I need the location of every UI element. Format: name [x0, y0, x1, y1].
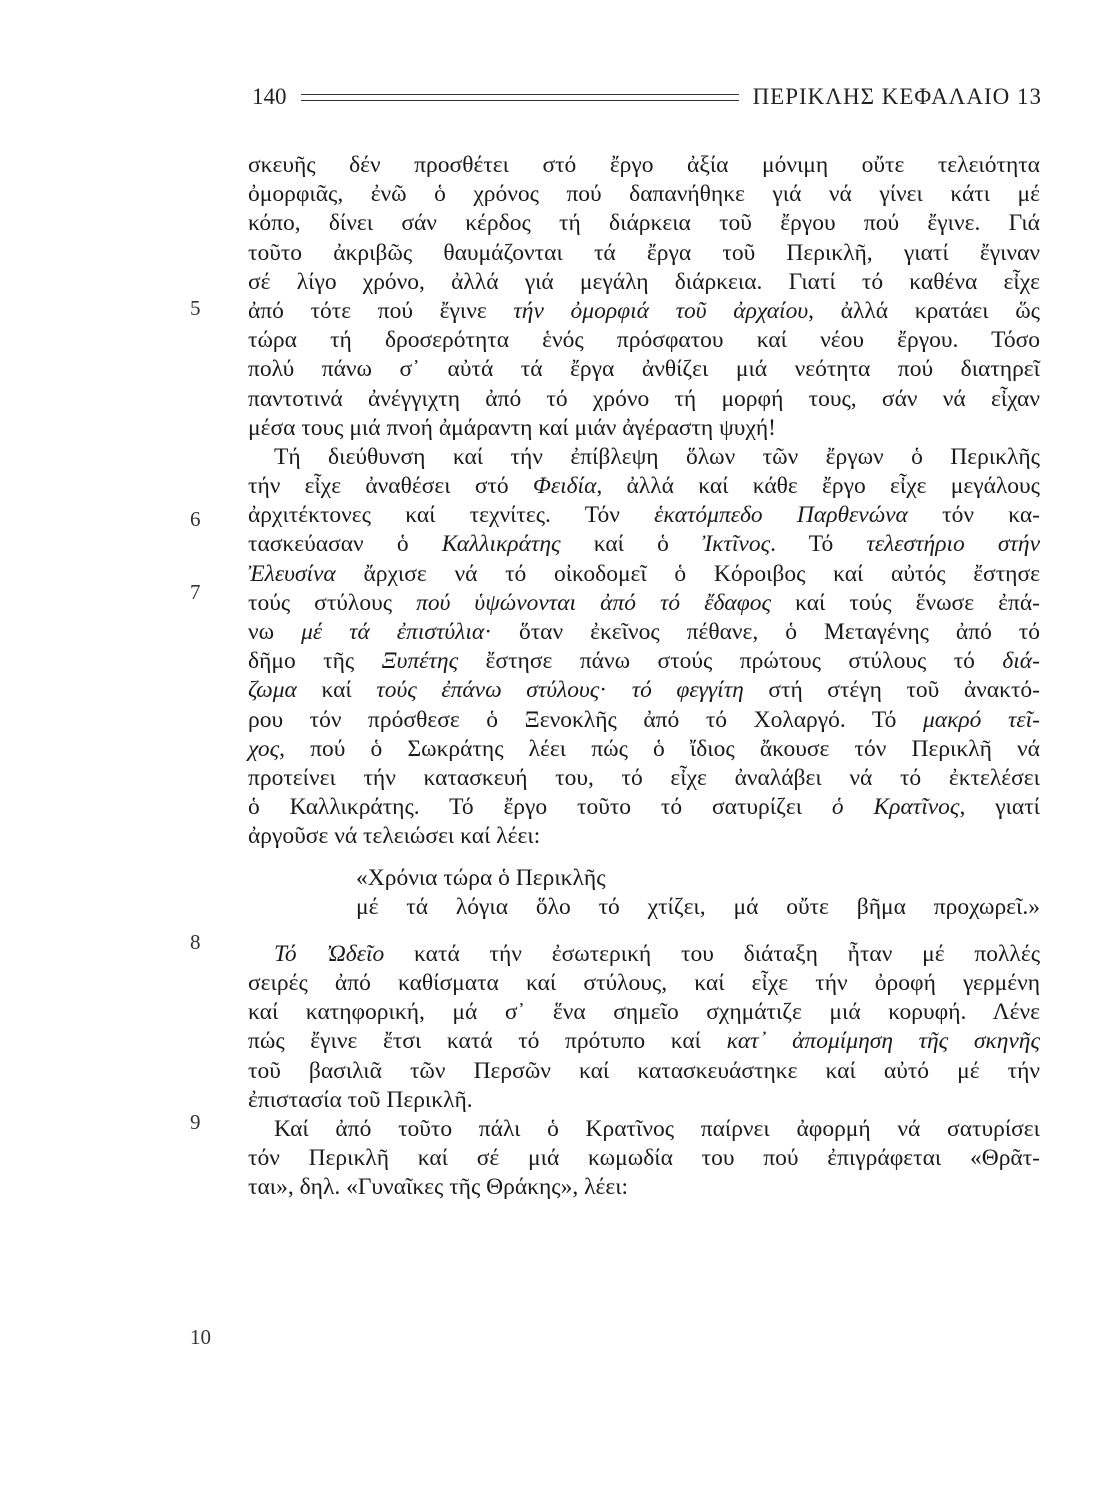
text-line: ζωμα καί τούς ἐπάνω στύλους· τό φεγγίτη στή στέγη τοῦ ἀνακτό-: [248, 677, 1040, 704]
margin-number: 7: [190, 580, 201, 604]
text-line: Καί ἀπό τοῦτο πάλι ὁ Κρατῖνος παίρνει ἀφορμή νά σατυρίσει: [274, 1116, 1040, 1142]
text-line: παντοτινά ἀνέγγιχτη ἀπό τό χρόνο τή μορφή τους, σάν νά εἶχαν: [248, 385, 1040, 412]
page-body: [248, 151, 1040, 1203]
text-line: ρου τόν πρόσθεσε ὁ Ξενοκλῆς ἀπό τό Χολαργό. Τό μακρό τεῖ-: [248, 706, 1040, 733]
text-line: τήν εἶχε ἀναθέσει στό Φειδία, ἀλλά καί κάθε ἔργο εἶχε μεγάλους: [248, 473, 1040, 500]
margin-number: 8: [190, 930, 201, 954]
text-line: ἀπό τότε πού ἔγινε τήν ὀμορφιά τοῦ ἀρχαίου, ἀλλά κρατάει ὥς: [248, 297, 1040, 324]
text-line: Τή διεύθυνση καί τήν ἐπίβλεψη ὅλων τῶν ἔργων ὁ Περικλῆς: [274, 443, 1040, 470]
text-line: τοῦτο ἀκριβῶς θαυμάζονται τά ἔργα τοῦ Περικλῆ, γιατί ἔγιναν: [248, 239, 1040, 266]
margin-number: 9: [190, 1110, 201, 1134]
quote-line: «Χρόνια τώρα ὁ Περικλῆς: [356, 864, 606, 891]
text-line: ἀργοῦσε νά τελειώσει καί λέει:: [248, 823, 541, 850]
text-line: προτείνει τήν κατασκευή του, τό εἶχε ἀναλάβει νά τό ἐκτελέσει: [248, 764, 1040, 791]
text-line: πολύ πάνω σ᾽ αὐτά τά ἔργα ἀνθίζει μιά νεότητα πού διατηρεῖ: [248, 356, 1040, 383]
text-line: ὁ Καλλικράτης. Τό ἔργο τοῦτο τό σατυρίζει ὁ Κρατῖνος, γιατί: [248, 794, 1040, 821]
text-line: ὀμορφιᾶς, ἐνῶ ὁ χρόνος πού δαπανήθηκε γιά νά γίνει κάτι μέ: [248, 181, 1040, 208]
text-line: μέσα τους μιά πνοή ἀμάραντη καί μιάν ἀγέραστη ψυχή!: [248, 414, 776, 441]
text-line: χος, πού ὁ Σωκράτης λέει πώς ὁ ἴδιος ἄκουσε τόν Περικλῆ νά: [248, 735, 1040, 762]
text-line: κόπο, δίνει σάν κέρδος τή διάρκεια τοῦ ἔργου πού ἔγινε. Γιά: [248, 210, 1040, 237]
text-line: τασκεύασαν ὁ Καλλικράτης καί ὁ Ἰκτῖνος. Τό τελεστήριο στήν: [248, 531, 1041, 558]
margin-number: 5: [190, 296, 201, 320]
text-line: τούς στύλους πού ὑψώνονται ἀπό τό ἔδαφος καί τούς ἕνωσε ἐπά-: [248, 589, 1040, 616]
running-header: [252, 80, 1042, 114]
text-line: νω μέ τά ἐπιστύλια· ὅταν ἐκεῖνος πέθανε, ὁ Μεταγένης ἀπό τό: [248, 619, 1040, 645]
text-line: ται», δηλ. «Γυναῖκες τῆς Θράκης», λέει:: [248, 1174, 629, 1201]
margin-number: 6: [190, 507, 201, 531]
text-line: ἐπιστασία τοῦ Περικλῆ.: [248, 1086, 473, 1113]
text-line: Τό Ὠδεῖο κατά τήν ἐσωτερική του διάταξη ἦταν μέ πολλές: [274, 940, 1040, 967]
text-line: τόν Περικλῆ καί σέ μιά κωμωδία του πού ἐπιγράφεται «Θρᾶτ-: [248, 1145, 1040, 1172]
page-number: 140: [252, 84, 287, 109]
paragraph-3: [248, 940, 1040, 1115]
text-line: τοῦ βασιλιᾶ τῶν Περσῶν καί κατασκευάστηκε καί αὐτό μέ τήν: [248, 1057, 1040, 1084]
text-line: πώς ἔγινε ἔτσι κατά τό πρότυπο καί κατ᾽ ἀπομίμηση τῆς σκηνῆς: [248, 1028, 1040, 1055]
text-line: ἀρχιτέκτονες καί τεχνίτες. Τόν ἑκατόμπεδο Παρθενώνα τόν κα-: [248, 502, 1040, 529]
paragraph-1: [248, 151, 1040, 443]
header-rule: [301, 94, 739, 101]
text-line: σειρές ἀπό καθίσματα καί στύλους, καί εἶχε τήν ὀροφή γερμένη: [248, 970, 1040, 997]
paragraph-4: [248, 1115, 1040, 1203]
text-line: σκευῆς δέν προσθέτει στό ἔργο ἀξία μόνιμη οὔτε τελειότητα: [248, 152, 1040, 178]
running-title: ΠΕΡΙΚΛΗΣ ΚΕΦΑΛΑΙΟ 13: [752, 84, 1042, 109]
quote-line: μέ τά λόγια ὅλο τό χτίζει, μά οὔτε βῆμα προχωρεῖ.»: [356, 893, 1040, 920]
text-line: τώρα τή δροσερότητα ἑνός πρόσφατου καί νέου ἔργου. Τόσο: [248, 327, 1040, 354]
verse-quote: [248, 864, 1040, 922]
text-line: σέ λίγο χρόνο, ἀλλά γιά μεγάλη διάρκεια. Γιατί τό καθένα εἶχε: [248, 268, 1040, 295]
text-line: Ἐλευσίνα ἄρχισε νά τό οἰκοδομεῖ ὁ Κόροιβος καί αὐτός ἔστησε: [248, 560, 1040, 587]
paragraph-2: [248, 443, 1040, 852]
text-line: καί κατηφορική, μά σ᾽ ἕνα σημεῖο σχημάτιζε μιά κορυφή. Λένε: [248, 999, 1040, 1026]
margin-number: 10: [190, 1325, 211, 1349]
text-line: δῆμο τῆς Ξυπέτης ἔστησε πάνω στούς πρώτους στύλους τό διά-: [248, 648, 1040, 675]
